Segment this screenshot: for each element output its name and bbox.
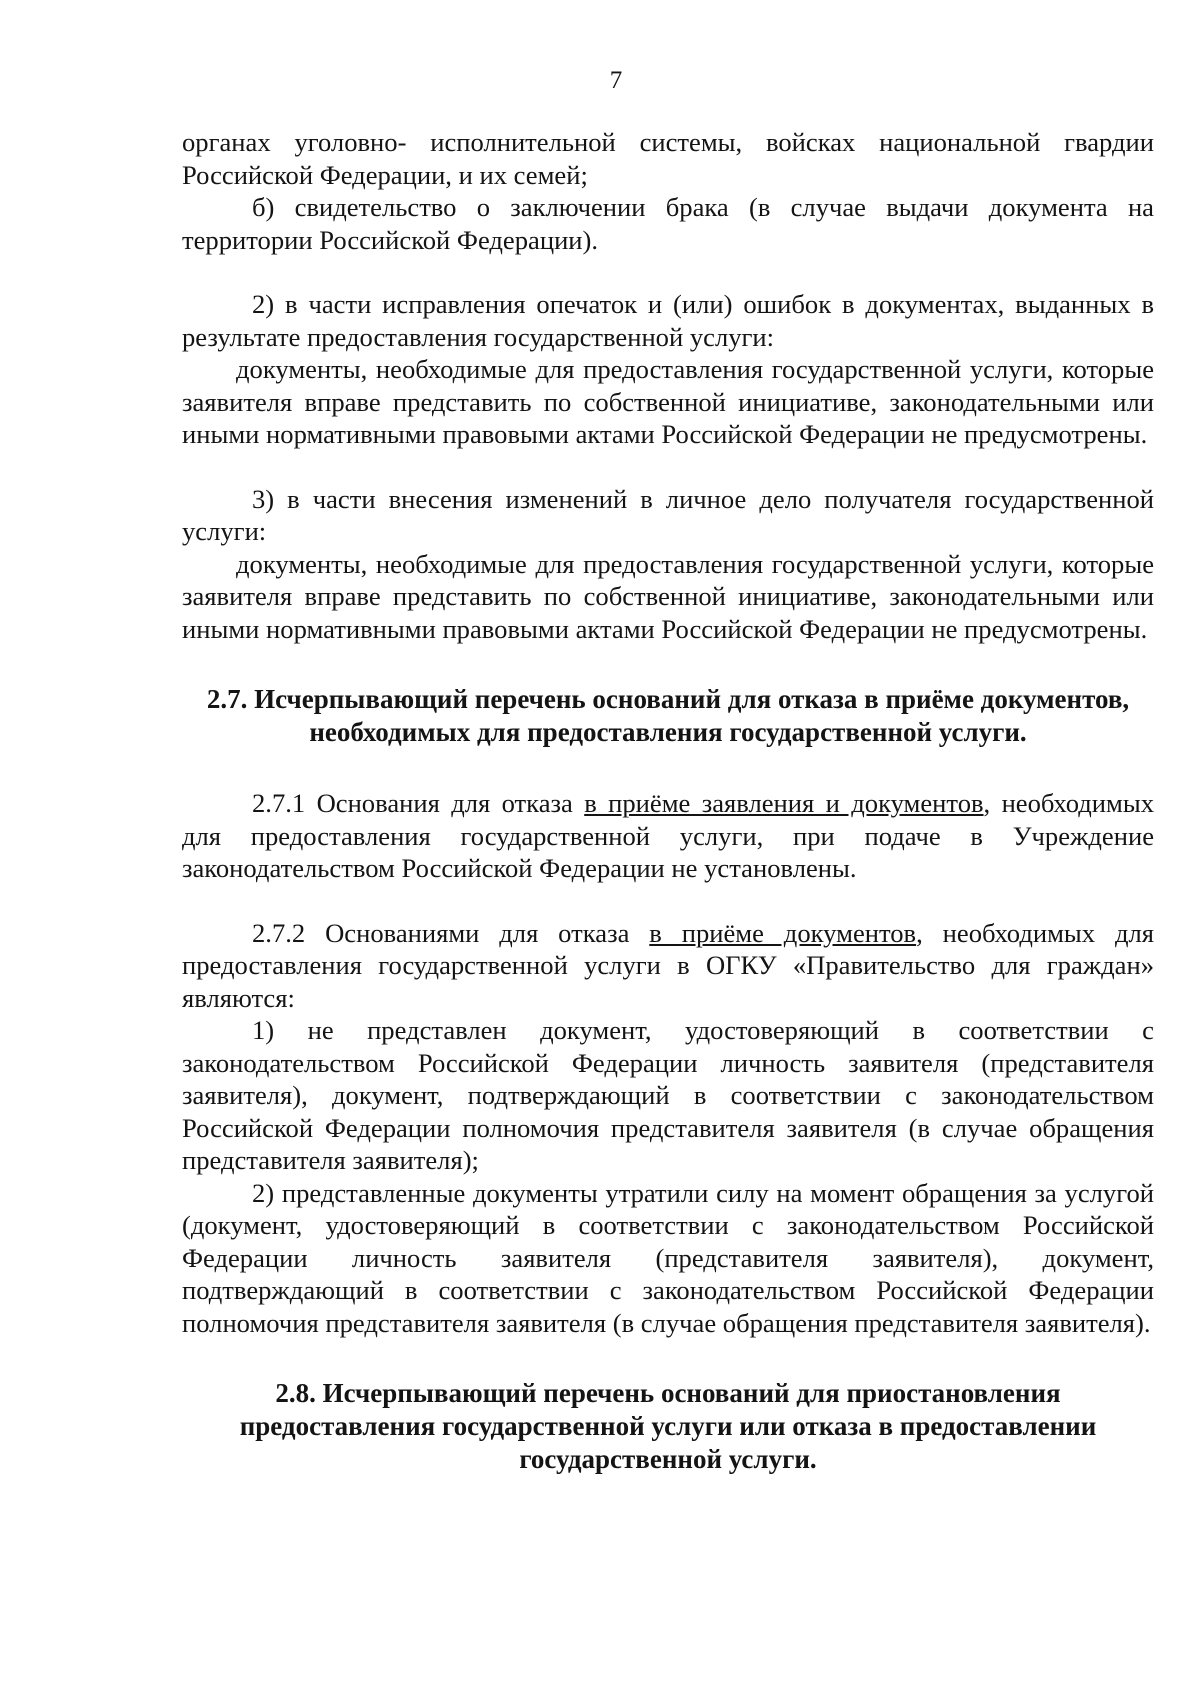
spacer [182,885,1154,917]
paragraph-item-3: 3) в части внесения изменений в личное дело получателя государственной услуги: [182,483,1154,546]
paragraph-documents-2: документы, необходимые для предоставления государственной услуги, которые заявителя вправе представить по собственной инициативе, законодательными или иными нормативными правовыми актами Российской Федерации не предусмотрены. [182,548,1154,644]
paragraph-reason-1: 1) не представлен документ, удостоверяющий в соответствии с законодательством Российской Федерации личность заявителя (представителя заявителя), документ, подтверждающий в соответствии с законодательством Российской Федерации полномочия представителя заявителя (в случае обращения представителя заявителя); [182,1015,1154,1175]
underlined-text: в приёме заявления и документов [584,788,984,818]
section-heading-2-8: 2.8. Исчерпывающий перечень оснований для приостановления предоставления государственной услуги или отказа в предоставлении государственной услуги. [239,1378,1097,1474]
document-body [182,126,1154,1476]
paragraph-item-2: 2) в части исправления опечаток и (или) ошибок в документах, выданных в результате предоставления государственной услуги: [182,289,1154,352]
spacer [182,1339,1154,1377]
spacer [182,256,1154,288]
text-segment: 2.7.2 Основаниями для отказа [252,917,650,948]
paragraph-2-7-2 [182,917,1154,1015]
paragraph-2-7-1 [182,787,1154,885]
spacer [182,645,1154,683]
paragraph-item-b: б) свидетельство о заключении брака (в случае выдачи документа на территории Российской Федерации). [182,192,1154,255]
page-number: 7 [609,67,623,94]
section-heading-2-7: 2.7. Исчерпывающий перечень оснований для отказа в приёме документов, необходимых для предоставления государственной услуги. [206,684,1130,747]
text-segment: , необходимых для предоставления государственной услуги в ОГКУ «Правительство для граждан» являются: [182,917,1155,1013]
paragraph-reason-2: 2) представленные документы утратили силу на момент обращения за услугой (документ, удостоверяющий в соответствии с законодательством Российской Федерации личность заявителя (представителя заявителя), документ, подтверждающий в соответствии с законодательством Российской Федерации полномочия представителя заявителя (в случае обращения представителя заявителя). [182,1177,1154,1338]
paragraph-continuation: органах уголовно- исполнительной системы, войсках национальной гвардии Российской Федерации, и их семей; [182,127,1154,190]
spacer [182,749,1154,787]
paragraph-documents-1: документы, необходимые для предоставления государственной услуги, которые заявителя вправе представить по собственной инициативе, законодательными или иными нормативными правовыми актами Российской Федерации не предусмотрены. [182,354,1154,449]
text-segment: , необходимых для предоставления государственной услуги, при подаче в Учреждение законодательством Российской Федерации не установлены. [182,788,1154,883]
underlined-text: в приёме документов [649,917,917,948]
text-segment: 2.7.1 Основания для отказа [252,788,585,818]
spacer [182,451,1154,483]
